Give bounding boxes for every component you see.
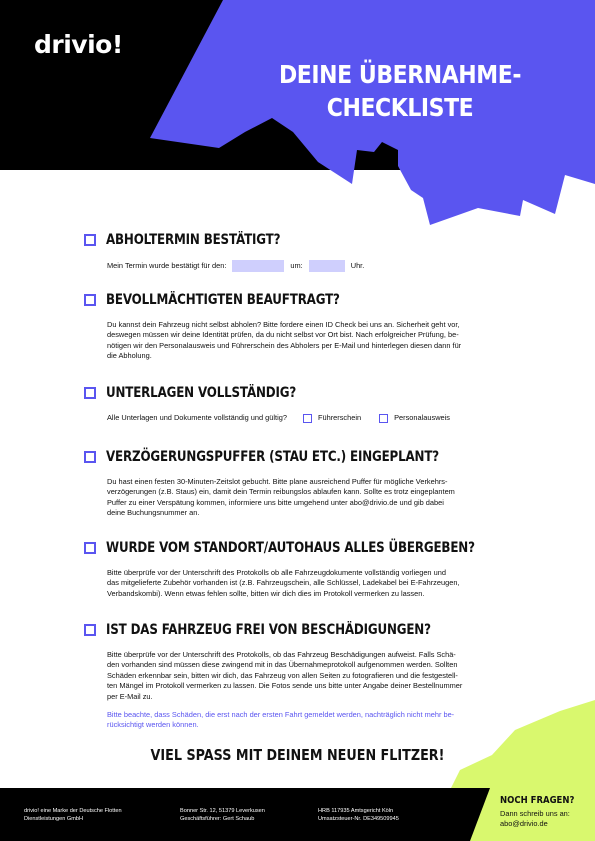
text-line: Verbandskombi). Wenn etwas fehlen sollte, bitten wir dich dies im Protokoll vermerken zu lassen. <box>107 588 425 598</box>
text-line: Schäden erkennbar sein, bitten wir dich, das Fahrzeug von allen Seiten zu fotografieren und die festgestell- <box>107 670 458 680</box>
footer-line: Umsatzsteuer-Nr. DE349509945 <box>318 816 399 822</box>
page-title-line-1: DEINE ÜBERNAHME- <box>278 60 522 89</box>
section-title: ABHOLTERMIN BESTÄTIGT? <box>106 232 281 248</box>
note-line: Bitte beachte, dass Schäden, die erst nach der ersten Fahrt gemeldet werden, nachträglich nicht mehr be- <box>107 710 455 720</box>
footer-line: Bonner Str. 12, 51379 Leverkusen <box>180 808 265 814</box>
footer-line: Dienstleistungen GmbH <box>24 816 84 822</box>
section-title: IST DAS FAHRZEUG FREI VON BESCHÄDIGUNGEN? <box>106 622 431 638</box>
section-title: VERZÖGERUNGSPUFFER (STAU ETC.) EINGEPLANT? <box>106 449 440 465</box>
closing-message: VIEL SPASS MIT DEINEM NEUEN FLITZER! <box>150 746 445 764</box>
text-line: ten Mängel im Protokoll vermerken zu lassen. Die Fotos sende uns bitte unter Angabe deiner Bestellnummer <box>107 681 463 691</box>
text-line: deswegen müssen wir deine Identität prüfen, da du nicht selbst vor Ort bist. Nach erfolgreicher Prüfung, be- <box>107 330 459 340</box>
help-title: NOCH FRAGEN? <box>500 795 575 806</box>
text-line: verzögerungen (z.B. Staus) ein, damit dein Termin reibungslos ablaufen kann. Sollte es trotz eingeplantem <box>107 487 455 497</box>
page-title-line-2: CHECKLISTE <box>326 93 474 122</box>
note-line: rücksichtigt werden können. <box>107 720 199 730</box>
footer-line: Geschäftsführer: Gert Schaub <box>180 816 255 822</box>
text-line: nötigen wir den Personalausweis und Führerschein des Abholers per E-Mail und hinterlegen diesen dann für <box>107 340 462 350</box>
footer-company <box>24 807 122 823</box>
text-line: Puffer zu einer Verspätung kommen, informiere uns bitte umgehend unter abo@drivio.de und gib dabei <box>107 497 444 507</box>
text-line: die Abholung. <box>107 351 152 361</box>
brand-logo: drivio! <box>34 30 123 59</box>
documents-question: Alle Unterlagen und Dokumente vollständig und gültig? <box>107 413 287 422</box>
section-title: UNTERLAGEN VOLLSTÄNDIG? <box>106 385 297 401</box>
text-line: Du kannst dein Fahrzeug nicht selbst abholen? Bitte fordere einen ID Check bei uns an. Sicherheit geht vor, <box>107 320 460 329</box>
text-line: das mitgelieferte Zubehör vorhanden ist (z.B. Fahrzeugschein, alle Schlüssel, Ladekabel bei E-Fahrzeugen, <box>107 578 460 588</box>
help-contact <box>500 809 570 829</box>
help-email-link[interactable]: abo@drivio.de <box>500 819 548 828</box>
footer-registry <box>318 807 399 823</box>
text-line: Bitte überprüfe vor der Unterschrift des Protokolls ob alle Fahrzeugdokumente vollständig vorliegen und <box>107 568 446 577</box>
text-line: deine Buchungsnummer an. <box>107 508 200 518</box>
section-title: BEVOLLMÄCHTIGTEN BEAUFTRAGT? <box>106 292 340 308</box>
section-title: WURDE VOM STANDORT/AUTOHAUS ALLES ÜBERGEBEN? <box>106 540 475 556</box>
id-card-label: Personalausweis <box>394 413 450 422</box>
drivers-license-label: Führerschein <box>317 413 362 422</box>
text-line: per E-Mail zu. <box>107 691 153 701</box>
text-line: Du hast einen festen 30-Minuten-Zeitslot gebucht. Bitte plane ausreichend Puffer für mögliche Verkehrs- <box>107 477 448 486</box>
text-line: Bitte überprüfe vor der Unterschrift des Protokolls, ob das Fahrzeug Beschädigungen aufweist. Falls Schä- <box>107 650 456 659</box>
footer-line: HRB 117935 Amtsgericht Köln <box>318 808 394 814</box>
help-text-line: Dann schreib uns an: <box>500 809 570 818</box>
footer-line: drivio! eine Marke der Deutsche Flotten <box>24 808 122 814</box>
clock-label: Uhr. <box>350 260 365 270</box>
footer-address <box>180 807 265 823</box>
text-line: den vorhanden sind müssen diese zwingend mit in das Übernahmeprotokoll aufgenommen werden. Sollten <box>107 660 458 670</box>
time-label: um: <box>290 260 303 270</box>
appointment-confirm-label: Mein Termin wurde bestätigt für den: <box>107 260 227 270</box>
